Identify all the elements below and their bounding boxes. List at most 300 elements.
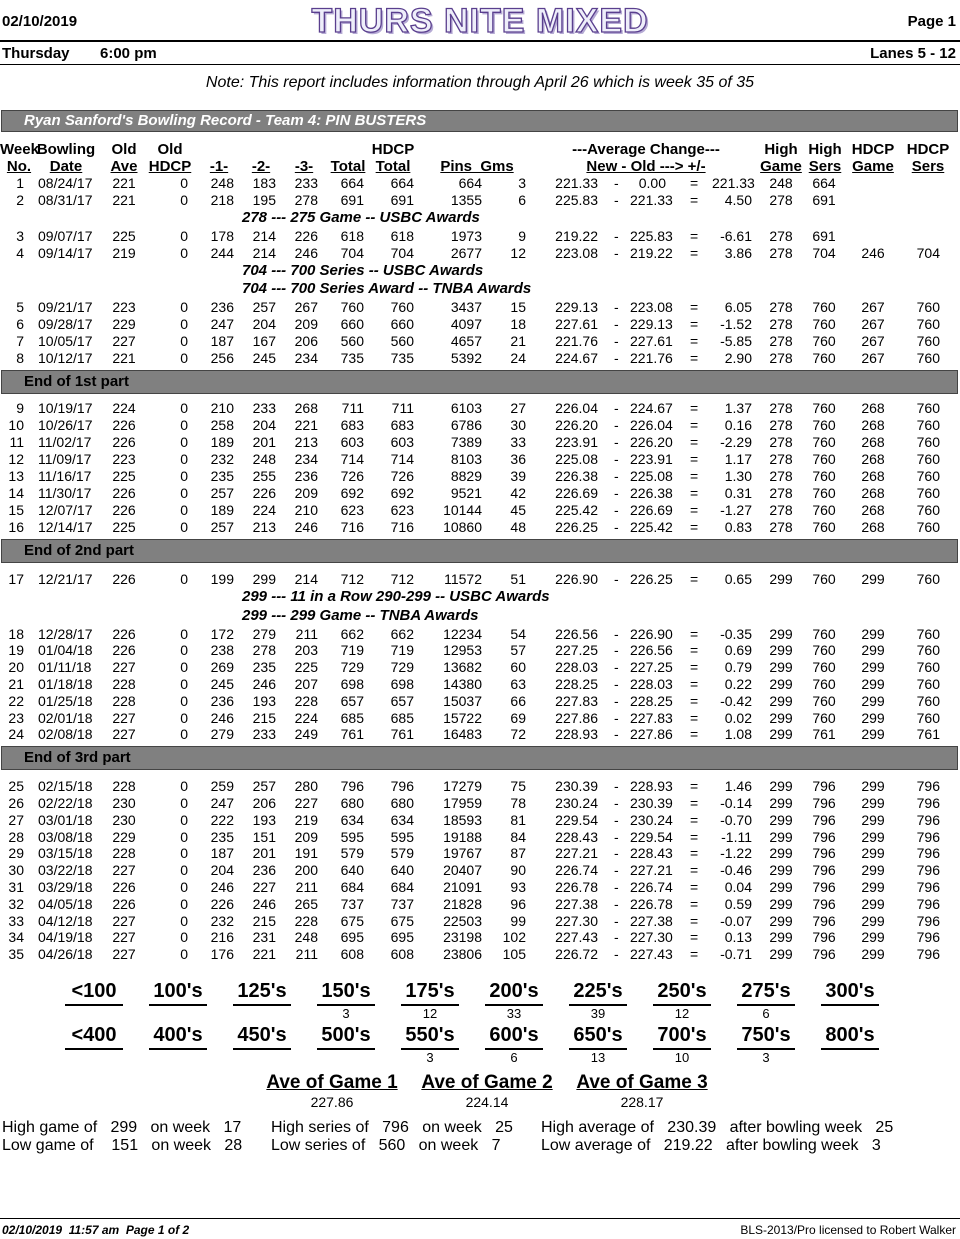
minus-sign: - xyxy=(614,502,619,518)
table-cell: 760 xyxy=(916,417,940,433)
league-title: THURS NITE MIXED xyxy=(311,2,649,40)
equals-sign: = xyxy=(690,659,699,675)
table-cell: 226.04 xyxy=(555,400,598,416)
table-cell: 21828 xyxy=(443,896,482,912)
table-cell: 04/12/18 xyxy=(38,913,93,929)
table-cell: 6103 xyxy=(450,400,482,416)
table-cell: 209 xyxy=(294,316,318,332)
table-cell: 227.21 xyxy=(630,862,673,878)
table-cell: 268 xyxy=(861,400,885,416)
minus-sign: - xyxy=(614,571,619,587)
table-cell: 299 xyxy=(769,659,793,675)
low-game-summary: Low game of 151 on week 28 xyxy=(2,1137,243,1154)
table-cell: 255 xyxy=(252,468,276,484)
equals-sign: = xyxy=(690,795,699,811)
table-cell: 299 xyxy=(861,626,885,642)
bucket-count: 6 xyxy=(510,1050,518,1065)
table-cell: 227 xyxy=(112,726,136,742)
bucket-count: 12 xyxy=(422,1006,438,1021)
table-cell: 223.91 xyxy=(555,434,598,450)
bucket-label: 175's xyxy=(405,980,455,1002)
table-cell: 226 xyxy=(112,502,136,518)
table-cell: 660 xyxy=(390,316,414,332)
table-row xyxy=(0,333,960,350)
table-cell: 657 xyxy=(340,693,364,709)
table-cell: 760 xyxy=(812,693,836,709)
table-cell: 299 xyxy=(861,929,885,945)
table-cell: 183 xyxy=(252,175,276,191)
bucket-count: 3 xyxy=(762,1050,770,1065)
table-cell: 267 xyxy=(861,299,885,315)
table-cell: 278 xyxy=(294,192,318,208)
table-cell: 01/11/18 xyxy=(38,659,92,675)
table-cell: 299 xyxy=(769,710,793,726)
equals-sign: = xyxy=(690,710,699,726)
table-cell: 248 xyxy=(769,175,793,191)
table-cell: 634 xyxy=(390,812,414,828)
table-cell: 11/30/17 xyxy=(38,485,92,501)
table-row xyxy=(0,693,960,710)
table-cell: 268 xyxy=(861,519,885,535)
table-cell: 39 xyxy=(510,468,526,484)
low-series-summary: Low series of 560 on week 7 xyxy=(271,1137,501,1154)
table-cell: 0 xyxy=(180,502,188,518)
table-cell: 35 xyxy=(8,946,24,962)
table-cell: 238 xyxy=(210,642,234,658)
bucket-count: 39 xyxy=(590,1006,606,1021)
table-cell: 02/08/18 xyxy=(38,726,93,742)
table-cell: 760 xyxy=(916,693,940,709)
table-cell: 33 xyxy=(8,913,24,929)
table-cell: 640 xyxy=(390,862,414,878)
table-cell: 221.76 xyxy=(630,350,673,366)
table-row xyxy=(0,192,960,209)
table-cell: 299 xyxy=(252,571,276,587)
table-cell: 228 xyxy=(112,778,136,794)
table-cell: 03/22/18 xyxy=(38,862,93,878)
minus-sign: - xyxy=(614,896,619,912)
table-cell: -1.27 xyxy=(720,502,752,518)
table-cell: 760 xyxy=(812,676,836,692)
table-cell: 278 xyxy=(769,192,793,208)
table-cell: 72 xyxy=(510,726,526,742)
table-row xyxy=(0,879,960,896)
equals-sign: = xyxy=(690,693,699,709)
distribution-bucket xyxy=(63,980,143,1003)
minus-sign: - xyxy=(614,417,619,433)
bucket-count: 13 xyxy=(590,1050,606,1065)
table-cell: 0 xyxy=(180,175,188,191)
table-cell: 195 xyxy=(252,192,276,208)
table-cell: 0 xyxy=(180,726,188,742)
table-cell: 226.78 xyxy=(630,896,673,912)
table-cell: 246 xyxy=(252,896,276,912)
table-cell: 9 xyxy=(16,400,24,416)
table-cell: 560 xyxy=(340,333,364,349)
table-cell: 675 xyxy=(390,913,414,929)
high-game-summary: High game of 299 on week 17 xyxy=(2,1119,242,1136)
part-band: End of 1st part xyxy=(1,370,958,394)
col-game3: -3- xyxy=(294,158,314,175)
table-cell: 0 xyxy=(180,676,188,692)
table-cell: 299 xyxy=(861,946,885,962)
table-cell: 227.30 xyxy=(555,913,598,929)
equals-sign: = xyxy=(690,845,699,861)
table-cell: 299 xyxy=(861,896,885,912)
table-cell: 299 xyxy=(769,812,793,828)
equals-sign: = xyxy=(690,778,699,794)
col-week: Week No. xyxy=(0,141,39,175)
table-cell: 595 xyxy=(340,829,364,845)
equals-sign: = xyxy=(690,451,699,467)
high-series-summary: High series of 796 on week 25 xyxy=(271,1119,513,1136)
table-cell: 199 xyxy=(210,571,234,587)
table-row xyxy=(0,929,960,946)
table-cell: 225 xyxy=(112,519,136,535)
table-cell: 760 xyxy=(812,451,836,467)
table-cell: 90 xyxy=(510,862,526,878)
minus-sign: - xyxy=(614,913,619,929)
table-cell: 760 xyxy=(390,299,414,315)
equals-sign: = xyxy=(690,417,699,433)
table-cell: 714 xyxy=(340,451,364,467)
equals-sign: = xyxy=(690,333,699,349)
equals-sign: = xyxy=(690,642,699,658)
table-cell: 214 xyxy=(294,571,318,587)
table-cell: 256 xyxy=(210,350,234,366)
table-row xyxy=(0,245,960,262)
table-cell: 760 xyxy=(812,626,836,642)
bucket-underline xyxy=(821,1048,879,1050)
table-cell: 257 xyxy=(252,299,276,315)
table-row xyxy=(0,299,960,316)
table-cell: 760 xyxy=(916,502,940,518)
table-cell: 0 xyxy=(180,778,188,794)
table-cell: 12953 xyxy=(443,642,482,658)
table-cell: 87 xyxy=(510,845,526,861)
table-cell: 232 xyxy=(210,913,234,929)
table-cell: 33 xyxy=(510,434,526,450)
table-cell: 0 xyxy=(180,468,188,484)
table-cell: 227 xyxy=(112,333,136,349)
table-row xyxy=(0,812,960,829)
table-cell: 227.86 xyxy=(630,726,673,742)
table-cell: 19188 xyxy=(443,829,482,845)
table-cell: 226 xyxy=(112,896,136,912)
bucket-underline xyxy=(65,1048,123,1050)
table-cell: 683 xyxy=(340,417,364,433)
table-cell: 228.93 xyxy=(630,778,673,794)
table-cell: 278 xyxy=(769,502,793,518)
table-cell: 760 xyxy=(916,519,940,535)
table-cell: 760 xyxy=(916,485,940,501)
table-cell: 19767 xyxy=(443,845,482,861)
table-cell: 84 xyxy=(510,829,526,845)
table-cell: 228 xyxy=(294,913,318,929)
distribution-bucket xyxy=(483,980,563,1021)
equals-sign: = xyxy=(690,929,699,945)
table-cell: 657 xyxy=(390,693,414,709)
table-cell: 226 xyxy=(112,879,136,895)
table-cell: 761 xyxy=(812,726,836,742)
table-cell: 221 xyxy=(294,417,318,433)
table-cell: 01/25/18 xyxy=(38,693,93,709)
table-cell: 299 xyxy=(769,879,793,895)
table-cell: 201 xyxy=(252,845,276,861)
table-cell: 206 xyxy=(252,795,276,811)
table-cell: 560 xyxy=(390,333,414,349)
equals-sign: = xyxy=(690,299,699,315)
table-cell: 226.78 xyxy=(555,879,598,895)
equals-sign: = xyxy=(690,829,699,845)
table-cell: 93 xyxy=(510,879,526,895)
col-old-hdcp: Old HDCP xyxy=(148,141,192,175)
table-cell: 234 xyxy=(294,350,318,366)
table-cell: 227.43 xyxy=(555,929,598,945)
table-cell: 796 xyxy=(916,913,940,929)
table-cell: 664 xyxy=(390,175,414,191)
table-cell: 726 xyxy=(340,468,364,484)
table-cell: 03/15/18 xyxy=(38,845,93,861)
table-cell: 278 xyxy=(769,485,793,501)
table-cell: 32 xyxy=(8,896,24,912)
minus-sign: - xyxy=(614,829,619,845)
table-cell: 299 xyxy=(769,676,793,692)
table-cell: -0.42 xyxy=(720,693,752,709)
table-cell: 245 xyxy=(210,676,234,692)
table-cell: 623 xyxy=(340,502,364,518)
table-cell: 692 xyxy=(340,485,364,501)
table-cell: 692 xyxy=(390,485,414,501)
table-cell: 737 xyxy=(390,896,414,912)
table-cell: 796 xyxy=(916,778,940,794)
table-cell: 760 xyxy=(812,333,836,349)
table-cell: 0 xyxy=(180,642,188,658)
table-cell: 796 xyxy=(812,812,836,828)
table-cell: 248 xyxy=(210,175,234,191)
table-row xyxy=(0,726,960,743)
distribution-bucket xyxy=(819,980,899,1003)
table-cell: 232 xyxy=(210,451,234,467)
col-game2: -2- xyxy=(251,158,271,175)
col-hdcp-game: HDCP Game xyxy=(851,141,895,175)
table-cell: 0.04 xyxy=(724,879,752,895)
distribution-bucket xyxy=(567,980,647,1021)
table-cell: 760 xyxy=(916,626,940,642)
table-cell: 0 xyxy=(180,693,188,709)
table-cell: 228.43 xyxy=(555,829,598,845)
table-cell: 796 xyxy=(812,795,836,811)
table-cell: 1.30 xyxy=(724,468,752,484)
table-cell: 227 xyxy=(112,710,136,726)
table-cell: 760 xyxy=(812,316,836,332)
table-cell: 223.08 xyxy=(555,245,598,261)
table-cell: 03/01/18 xyxy=(38,812,93,828)
table-cell: 222 xyxy=(210,812,234,828)
table-cell: 729 xyxy=(340,659,364,675)
table-cell: 218 xyxy=(210,192,234,208)
table-cell: 265 xyxy=(294,896,318,912)
table-cell: 210 xyxy=(294,502,318,518)
table-cell: 226.72 xyxy=(555,946,598,962)
bucket-count: 33 xyxy=(506,1006,522,1021)
minus-sign: - xyxy=(614,299,619,315)
table-cell: 213 xyxy=(252,519,276,535)
table-cell: 12234 xyxy=(443,626,482,642)
table-cell: 278 xyxy=(769,350,793,366)
table-cell: 9521 xyxy=(450,485,482,501)
minus-sign: - xyxy=(614,451,619,467)
equals-sign: = xyxy=(690,316,699,332)
col-hdcp-sers: HDCP Sers xyxy=(906,141,950,175)
table-cell: 760 xyxy=(812,400,836,416)
table-cell: 299 xyxy=(769,642,793,658)
table-cell: 22503 xyxy=(443,913,482,929)
minus-sign: - xyxy=(614,519,619,535)
table-row xyxy=(0,400,960,417)
table-cell: 761 xyxy=(390,726,414,742)
table-cell: 224.67 xyxy=(555,350,598,366)
table-cell: 28 xyxy=(8,829,24,845)
table-cell: 09/28/17 xyxy=(38,316,93,332)
part-band: End of 3rd part xyxy=(1,746,958,770)
table-cell: 796 xyxy=(812,845,836,861)
table-cell: 19 xyxy=(8,642,24,658)
table-cell: 247 xyxy=(210,316,234,332)
equals-sign: = xyxy=(690,485,699,501)
table-cell: 0.31 xyxy=(724,485,752,501)
table-cell: 608 xyxy=(390,946,414,962)
distribution-bucket xyxy=(315,1024,395,1047)
table-cell: 204 xyxy=(252,417,276,433)
table-cell: 226.20 xyxy=(630,434,673,450)
table-cell: 1.08 xyxy=(724,726,752,742)
minus-sign: - xyxy=(614,862,619,878)
table-cell: 726 xyxy=(390,468,414,484)
table-cell: 11 xyxy=(9,434,24,450)
table-cell: 760 xyxy=(812,299,836,315)
table-cell: 225.42 xyxy=(555,502,598,518)
table-row xyxy=(0,228,960,245)
table-cell: 08/31/17 xyxy=(38,192,93,208)
table-cell: 760 xyxy=(916,451,940,467)
distribution-bucket xyxy=(651,1024,731,1065)
table-cell: 03/29/18 xyxy=(38,879,93,895)
report-date: 02/10/2019 xyxy=(2,13,78,30)
table-cell: -0.14 xyxy=(720,795,752,811)
table-cell: 228 xyxy=(294,693,318,709)
table-cell: 63 xyxy=(510,676,526,692)
col-pins-gms: Pins Gms xyxy=(440,158,514,175)
table-cell: 246 xyxy=(210,710,234,726)
award-line: 299 --- 11 in a Row 290-299 -- USBC Awards xyxy=(242,588,550,605)
table-cell: 268 xyxy=(861,485,885,501)
table-cell: 15722 xyxy=(443,710,482,726)
table-cell: 226.69 xyxy=(630,502,673,518)
record-title: Ryan Sanford's Bowling Record - Team 4: PIN BUSTERS xyxy=(24,112,427,129)
table-cell: 6 xyxy=(518,192,526,208)
equals-sign: = xyxy=(690,862,699,878)
table-cell: 8103 xyxy=(450,451,482,467)
table-cell: 221 xyxy=(112,350,136,366)
table-row xyxy=(0,175,960,192)
equals-sign: = xyxy=(690,676,699,692)
table-cell: 51 xyxy=(510,571,526,587)
table-cell: 08/24/17 xyxy=(38,175,93,191)
table-cell: 0 xyxy=(180,519,188,535)
bucket-count: 10 xyxy=(674,1050,690,1065)
table-cell: 12/07/17 xyxy=(38,502,93,518)
table-cell: 229.13 xyxy=(630,316,673,332)
table-cell: 0 xyxy=(180,299,188,315)
table-cell: 0 xyxy=(180,228,188,244)
table-cell: 227.61 xyxy=(630,333,673,349)
table-cell: 187 xyxy=(210,845,234,861)
table-cell: 10/05/17 xyxy=(38,333,93,349)
table-cell: 0.02 xyxy=(724,710,752,726)
table-cell: 226.25 xyxy=(630,571,673,587)
table-cell: 662 xyxy=(390,626,414,642)
table-cell: 226 xyxy=(112,642,136,658)
bucket-label: <400 xyxy=(71,1024,117,1046)
table-cell: 09/14/17 xyxy=(38,245,93,261)
table-cell: 760 xyxy=(916,710,940,726)
table-cell: 226.69 xyxy=(555,485,598,501)
table-cell: 760 xyxy=(916,333,940,349)
bucket-label: 250's xyxy=(657,980,707,1002)
bucket-label: 300's xyxy=(825,980,875,1002)
table-cell: 226.38 xyxy=(630,485,673,501)
table-cell: 226.04 xyxy=(630,417,673,433)
table-cell: 226 xyxy=(112,485,136,501)
minus-sign: - xyxy=(614,946,619,962)
table-cell: 299 xyxy=(769,929,793,945)
table-cell: 213 xyxy=(294,434,318,450)
table-cell: 299 xyxy=(861,829,885,845)
table-cell: 30 xyxy=(8,862,24,878)
table-cell: 579 xyxy=(340,845,364,861)
table-cell: 10/12/17 xyxy=(38,350,93,366)
minus-sign: - xyxy=(614,812,619,828)
table-cell: 3 xyxy=(518,175,526,191)
table-cell: 267 xyxy=(861,316,885,332)
table-cell: 210 xyxy=(210,400,234,416)
table-cell: 225 xyxy=(294,659,318,675)
table-cell: 75 xyxy=(510,778,526,794)
record-title-band xyxy=(1,110,958,132)
table-cell: 229 xyxy=(112,829,136,845)
table-row xyxy=(0,316,960,333)
equals-sign: = xyxy=(690,434,699,450)
table-cell: 235 xyxy=(210,829,234,845)
table-cell: 17279 xyxy=(443,778,482,794)
distribution-bucket xyxy=(231,980,311,1003)
table-cell: 27 xyxy=(510,400,526,416)
table-cell: 246 xyxy=(294,519,318,535)
bucket-label: 600's xyxy=(489,1024,539,1046)
table-cell: 579 xyxy=(390,845,414,861)
table-cell: 796 xyxy=(812,946,836,962)
table-cell: 5 xyxy=(16,299,24,315)
table-cell: 227.21 xyxy=(555,845,598,861)
equals-sign: = xyxy=(690,913,699,929)
table-cell: 299 xyxy=(861,778,885,794)
table-cell: 0 xyxy=(180,829,188,845)
table-cell: 760 xyxy=(812,350,836,366)
distribution-bucket xyxy=(735,980,815,1021)
table-cell: 172 xyxy=(210,626,234,642)
table-row xyxy=(0,642,960,659)
